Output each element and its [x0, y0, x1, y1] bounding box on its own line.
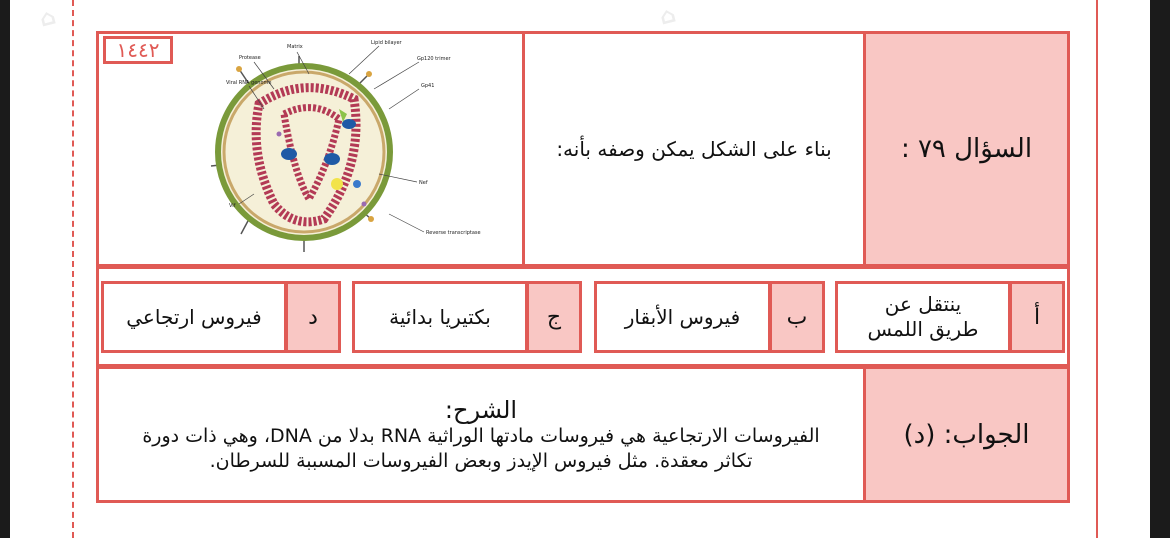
option-a-text[interactable]: ينتقل عن طريق اللمس	[835, 281, 1011, 353]
option-b-text[interactable]: فيروس الأبقار	[594, 281, 771, 353]
question-text: بناء على الشكل يمكن وصفه بأنه:	[556, 137, 832, 161]
virus-diagram	[99, 34, 522, 264]
question-text-cell	[522, 34, 863, 264]
explanation-cell	[99, 369, 863, 500]
option-c-letter[interactable]: ج	[526, 281, 582, 353]
watermark-logo: ⌂	[37, 4, 59, 33]
left-dashed-guide	[72, 0, 74, 538]
answer-label-cell	[863, 369, 1067, 500]
question-label-cell	[863, 34, 1067, 264]
option-c-text[interactable]: بكتيريا بدائية	[352, 281, 528, 353]
explanation-text: الفيروسات الارتجاعية هي فيروسات مادتها الوراثية RNA بدلا من DNA، وهي ذات دورة تكاثر معقدة. مثل فيروس الإيدز وبعض الفيروسات المسببة للسرطان.	[142, 424, 820, 472]
figure-label-nef: Nef	[419, 180, 428, 186]
figure-label-rna-genome: Viral RNA genome	[226, 80, 272, 86]
option-d-letter[interactable]: د	[285, 281, 341, 353]
option-d-text[interactable]: فيروس ارتجاعي	[101, 281, 287, 353]
answer-label: الجواب: (د)	[903, 419, 1030, 450]
watermark-logo: ⌂	[657, 2, 679, 31]
explanation-title: الشرح:	[444, 395, 518, 424]
left-dark-edge	[0, 0, 10, 538]
figure-label-matrix: Matrix	[287, 44, 303, 50]
figure-label-lipid-bilayer: Lipid bilayer	[371, 40, 402, 46]
right-dark-edge	[1150, 0, 1170, 538]
answer-row	[96, 366, 1070, 503]
figure-label-reverse-transcriptase: Reverse transcriptase	[426, 230, 481, 236]
option-b-letter[interactable]: ب	[769, 281, 825, 353]
figure-label-gp41: Gp41	[421, 83, 435, 89]
figure-label-vif: Vif	[229, 203, 236, 209]
option-a-letter[interactable]: أ	[1009, 281, 1065, 353]
year-badge: ١٤٤٢	[103, 36, 173, 64]
figure-label-protease: Protease	[239, 55, 261, 61]
options-row	[96, 266, 1070, 367]
figure-label-gp120: Gp120 trimer	[417, 56, 451, 62]
question-row	[96, 31, 1070, 267]
right-margin-line	[1096, 0, 1098, 538]
question-label: السؤال ٧٩ :	[900, 134, 1033, 164]
figure-cell	[99, 34, 522, 264]
